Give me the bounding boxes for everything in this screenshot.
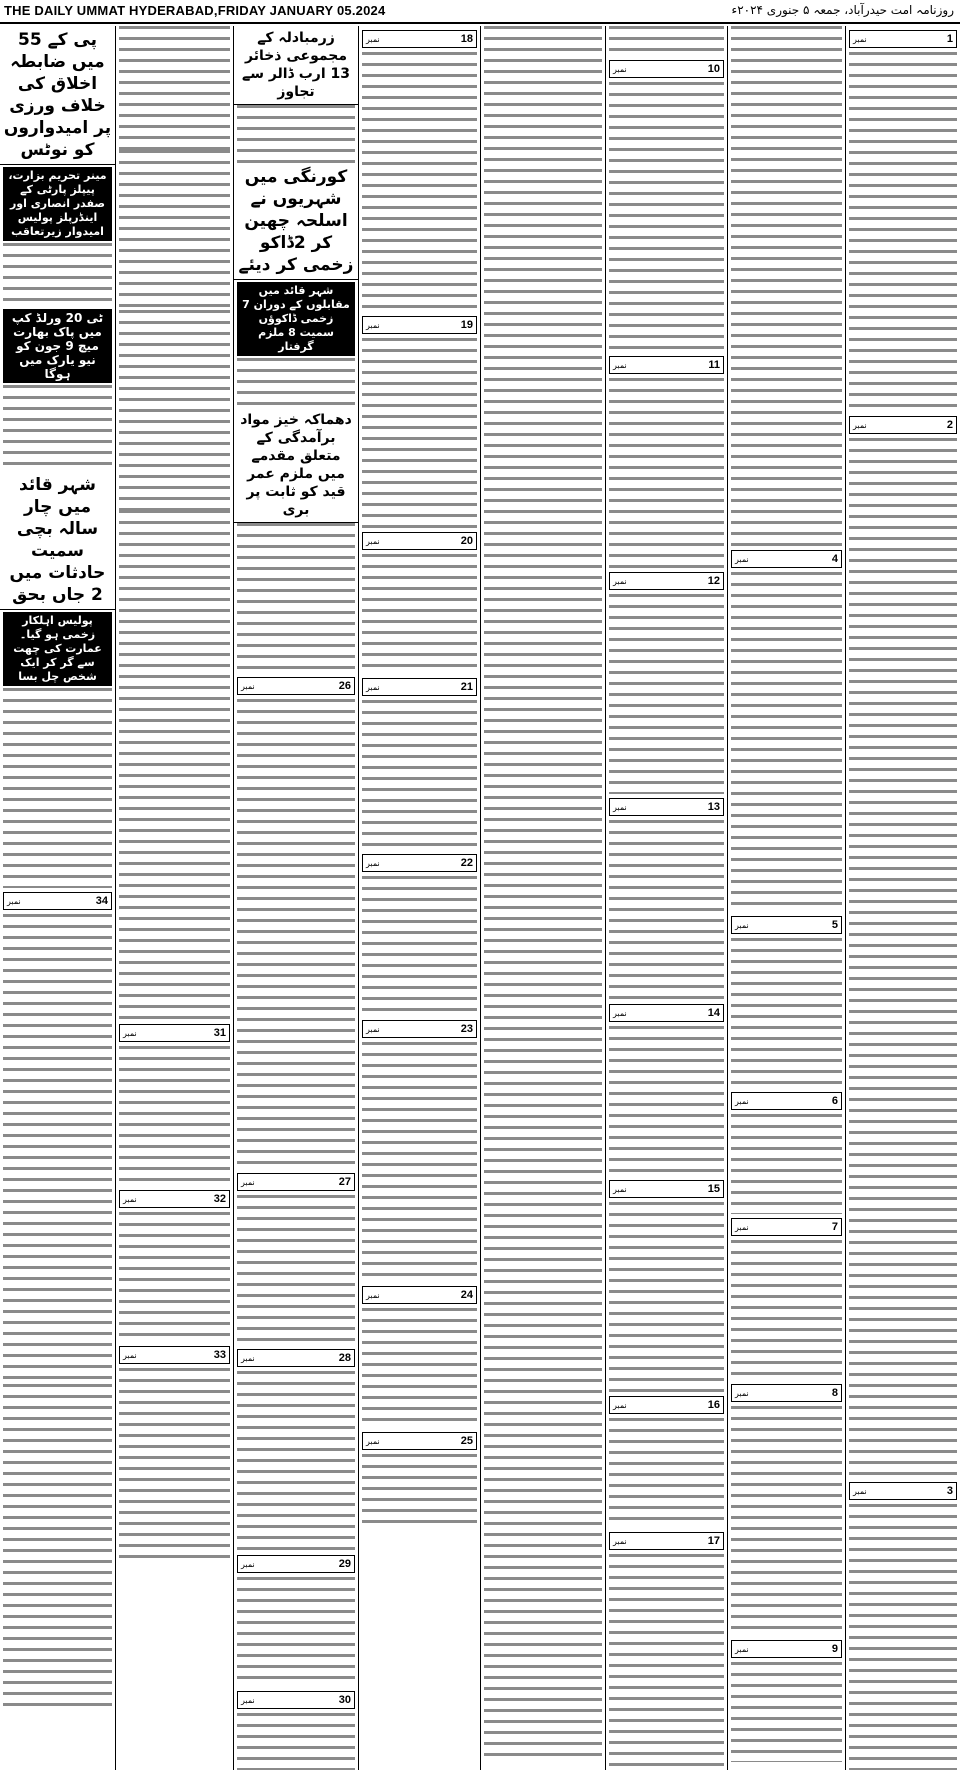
article-body (362, 876, 477, 1016)
article-body (609, 1554, 724, 1770)
section-18: 18 نمبر (362, 30, 477, 48)
section-2: 2 نمبر (849, 416, 957, 434)
section-23: 23 نمبر (362, 1020, 477, 1038)
section-5: 5 نمبر (731, 916, 842, 934)
column-c (233, 26, 358, 1770)
section-31: 31 نمبر (119, 1024, 230, 1042)
article-body (731, 1406, 842, 1636)
section-10: 10 نمبر (609, 60, 724, 78)
masthead-title-urdu: روزنامہ امت حیدرآباد، جمعہ ۵ جنوری ۲۰۲۴ء (731, 3, 954, 17)
article-body (849, 438, 957, 1478)
article-body (362, 338, 477, 528)
column-g (727, 26, 845, 1770)
article-body (609, 378, 724, 568)
article-body (484, 26, 602, 1756)
headline-korangi-bar: شہر قائد میں مقابلوں کے دوران 7 زخمی ڈاکوؤں سمیت 8 ملزم گرفتار (237, 282, 355, 356)
section-9: 9 نمبر (731, 1640, 842, 1658)
article-body (362, 1042, 477, 1282)
section-20: 20 نمبر (362, 532, 477, 550)
article-body (119, 1368, 230, 1558)
headline-reserves: زرمبادلہ کے مجموعی ذخائر 13 ارب ڈالر سے تجاوز (234, 26, 358, 105)
section-17: 17 نمبر (609, 1532, 724, 1550)
section-8: 8 نمبر (731, 1384, 842, 1402)
section-34: 34 نمبر (3, 892, 112, 910)
article-body (237, 358, 355, 408)
headline-accidents-bar: پولیس اہلکار زخمی ہو گیا۔ عمارت کی چھت سے گر کر ایک شخص چل بسا (3, 612, 112, 686)
article-body (849, 1504, 957, 1770)
section-12: 12 نمبر (609, 572, 724, 590)
article-body (609, 1026, 724, 1176)
article-body (237, 1713, 355, 1770)
section-21: 21 نمبر (362, 678, 477, 696)
article-body (609, 1418, 724, 1528)
section-22: 22 نمبر (362, 854, 477, 872)
article-body (362, 700, 477, 850)
article-body (119, 510, 230, 840)
article-body (119, 150, 230, 310)
section-1: 1 نمبر (849, 30, 957, 48)
section-7: 7 نمبر (731, 1218, 842, 1236)
article-body (849, 52, 957, 412)
article-body (3, 914, 112, 1384)
article-body (3, 688, 112, 888)
article-body (3, 243, 112, 307)
section-4: 4 نمبر (731, 550, 842, 568)
section-28: 28 نمبر (237, 1349, 355, 1367)
article-body (237, 105, 355, 163)
section-24: 24 نمبر (362, 1286, 477, 1304)
column-f (605, 26, 727, 1770)
article-body (609, 82, 724, 352)
article-body (119, 1046, 230, 1186)
headline-explosives: دھماکہ خیز مواد برآمدگی کے متعلق مقدمے میں ملزم عمر قید کو ثابت پر بری (234, 408, 358, 523)
section-3: 3 نمبر (849, 1482, 957, 1500)
section-30: 30 نمبر (237, 1691, 355, 1709)
article-body (362, 1308, 477, 1428)
article-body (731, 572, 842, 912)
headline-pk55-bar: مینر تحریم بزارت، پیپلز پارٹی کے صفدر انصاری اور اینڈرپلز پولیس امیدوار زیرتعاقب (3, 167, 112, 241)
headline-korangi: کورنگی میں شہریوں نے اسلحہ چھین کر 2ڈاکو زخمی کر دیئے (234, 163, 358, 280)
section-27: 27 نمبر (237, 1173, 355, 1191)
headline-pk55: پی کے 55 میں ضابطہ اخلاق کی خلاف ورزی پر امیدواروں کو نوٹس (0, 26, 115, 165)
column-a (0, 26, 115, 1770)
section-13: 13 نمبر (609, 798, 724, 816)
section-16: 16 نمبر (609, 1396, 724, 1414)
article-body (237, 1195, 355, 1345)
article-body (609, 820, 724, 1000)
article-body (237, 1371, 355, 1551)
article-body (119, 840, 230, 1020)
article-body (362, 1454, 477, 1524)
content-columns (0, 26, 960, 1770)
section-26: 26 نمبر (237, 677, 355, 695)
masthead-title: THE DAILY UMMAT HYDERABAD,FRIDAY JANUARY 05.2024 (4, 3, 386, 18)
article-body (362, 554, 477, 674)
article-body (609, 594, 724, 794)
column-b (115, 26, 233, 1770)
article-body (731, 26, 842, 546)
section-25: 25 نمبر (362, 1432, 477, 1450)
article-body (609, 1202, 724, 1392)
article-body (119, 26, 230, 150)
article-body (731, 1662, 842, 1762)
article-body (119, 1212, 230, 1342)
article-body (731, 1114, 842, 1214)
masthead (0, 0, 960, 24)
column-e (480, 26, 605, 1770)
article-body (3, 385, 112, 471)
section-33: 33 نمبر (119, 1346, 230, 1364)
article-body (237, 1577, 355, 1687)
section-11: 11 نمبر (609, 356, 724, 374)
article-body (237, 699, 355, 1169)
article-body (3, 1384, 112, 1714)
article-body (237, 523, 355, 673)
headline-accidents: شہر قائد میں چار سالہ بچی سمیت حادثات میں 2 جاں بحق (0, 471, 115, 610)
section-32: 32 نمبر (119, 1190, 230, 1208)
section-6: 6 نمبر (731, 1092, 842, 1110)
article-body (731, 1240, 842, 1380)
column-d (358, 26, 480, 1770)
headline-t20: ٹی 20 ورلڈ کپ میں پاک بھارت میچ 9 جون کو نیو یارک میں ہوگا (3, 309, 112, 383)
article-body (609, 26, 724, 56)
section-29: 29 نمبر (237, 1555, 355, 1573)
article-body (362, 52, 477, 312)
section-15: 15 نمبر (609, 1180, 724, 1198)
column-h (845, 26, 960, 1770)
section-14: 14 نمبر (609, 1004, 724, 1022)
section-19: 19 نمبر (362, 316, 477, 334)
article-body (119, 310, 230, 510)
article-body (731, 938, 842, 1088)
